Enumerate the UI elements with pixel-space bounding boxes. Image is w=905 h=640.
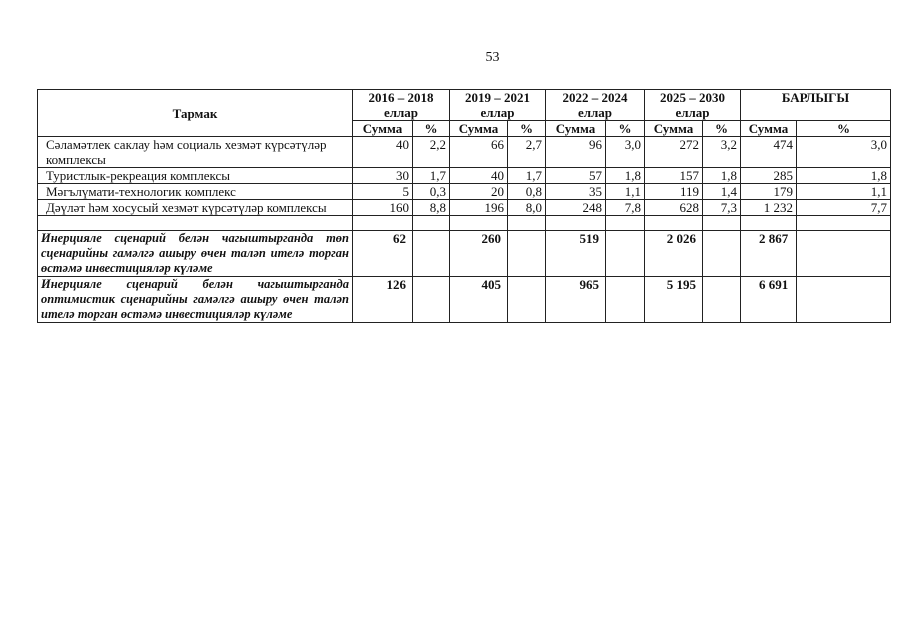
table-cell: 1,1 xyxy=(606,184,645,200)
pct-header: % xyxy=(797,121,891,137)
total-row xyxy=(38,231,891,277)
table-cell: 272 xyxy=(645,137,703,168)
table-cell: 7,3 xyxy=(703,200,741,216)
table-cell: 1,4 xyxy=(703,184,741,200)
table-cell: 3,0 xyxy=(797,137,891,168)
row-label: Мәгълүмати-технологик комплекс xyxy=(38,184,353,200)
branch-header: Тармак xyxy=(38,90,353,137)
sum-header: Сумма xyxy=(546,121,606,137)
table-row xyxy=(38,168,891,184)
table-cell: 5 xyxy=(353,184,413,200)
spacer-row xyxy=(38,216,891,231)
row-label: Дәүләт һәм хосусый хезмәт күрсәтүләр комплексы xyxy=(38,200,353,216)
total-value: 965 xyxy=(546,277,606,323)
total-value: 126 xyxy=(353,277,413,323)
pct-header: % xyxy=(508,121,546,137)
sum-header: Сумма xyxy=(450,121,508,137)
table-cell: 57 xyxy=(546,168,606,184)
table-cell: 179 xyxy=(741,184,797,200)
table-cell: 2,2 xyxy=(413,137,450,168)
table-cell: 1,8 xyxy=(703,168,741,184)
total-value: 260 xyxy=(450,231,508,277)
table-cell: 2,7 xyxy=(508,137,546,168)
table-cell: 3,2 xyxy=(703,137,741,168)
period-header: 2025 – 2030 еллар xyxy=(645,90,741,121)
table-cell: 1,7 xyxy=(508,168,546,184)
row-label: Сәламәтлек саклау һәм социаль хезмәт күрсәтүләр комплексы xyxy=(38,137,353,168)
total-value: 62 xyxy=(353,231,413,277)
table-cell: 35 xyxy=(546,184,606,200)
table-cell: 1,8 xyxy=(797,168,891,184)
total-header: БАРЛЫГЫ xyxy=(741,90,891,121)
pct-header: % xyxy=(703,121,741,137)
table-row xyxy=(38,137,891,168)
table-row xyxy=(38,184,891,200)
table-cell: 196 xyxy=(450,200,508,216)
total-value: 5 195 xyxy=(645,277,703,323)
investment-table xyxy=(37,89,891,323)
total-value: 2 867 xyxy=(741,231,797,277)
table-cell: 285 xyxy=(741,168,797,184)
table-cell: 7,8 xyxy=(606,200,645,216)
total-value: 519 xyxy=(546,231,606,277)
total-row xyxy=(38,277,891,323)
table-cell: 474 xyxy=(741,137,797,168)
table-cell: 0,3 xyxy=(413,184,450,200)
table-cell: 1,8 xyxy=(606,168,645,184)
total-value: 6 691 xyxy=(741,277,797,323)
page-number: 53 xyxy=(485,50,500,65)
table-cell: 40 xyxy=(353,137,413,168)
table-cell: 66 xyxy=(450,137,508,168)
total-value: 405 xyxy=(450,277,508,323)
period-header: 2019 – 2021 еллар xyxy=(450,90,546,121)
table-cell: 1,7 xyxy=(413,168,450,184)
period-header: 2016 – 2018 еллар xyxy=(353,90,450,121)
table-cell: 1,1 xyxy=(797,184,891,200)
table-cell: 30 xyxy=(353,168,413,184)
sum-header: Сумма xyxy=(645,121,703,137)
table-cell: 160 xyxy=(353,200,413,216)
table-cell: 96 xyxy=(546,137,606,168)
table-cell: 119 xyxy=(645,184,703,200)
table-row xyxy=(38,200,891,216)
table-cell: 7,7 xyxy=(797,200,891,216)
total-row-label: Инерцияле сценарий белән чагыштырганда оптимистик сценарийны гамәлгә ашыру өчен таләп ителә торган өстәмә инвестицияләр күләме xyxy=(38,277,353,323)
table-cell: 20 xyxy=(450,184,508,200)
pct-header: % xyxy=(606,121,645,137)
table-cell: 248 xyxy=(546,200,606,216)
table-cell: 40 xyxy=(450,168,508,184)
pct-header: % xyxy=(413,121,450,137)
table-cell: 0,8 xyxy=(508,184,546,200)
row-label: Туристлык-рекреация комплексы xyxy=(38,168,353,184)
table-cell: 157 xyxy=(645,168,703,184)
period-header: 2022 – 2024 еллар xyxy=(546,90,645,121)
sum-header: Сумма xyxy=(353,121,413,137)
header-row-periods xyxy=(38,90,891,121)
total-value: 2 026 xyxy=(645,231,703,277)
table-cell: 8,0 xyxy=(508,200,546,216)
table-cell: 8,8 xyxy=(413,200,450,216)
table-cell: 3,0 xyxy=(606,137,645,168)
total-row-label: Инерцияле сценарий белән чагыштырганда төп сценарийны гамәлгә ашыру өчен таләп ителә торган өстәмә инвестицияләр күләме xyxy=(38,231,353,277)
table-cell: 1 232 xyxy=(741,200,797,216)
table-cell: 628 xyxy=(645,200,703,216)
sum-header: Сумма xyxy=(741,121,797,137)
